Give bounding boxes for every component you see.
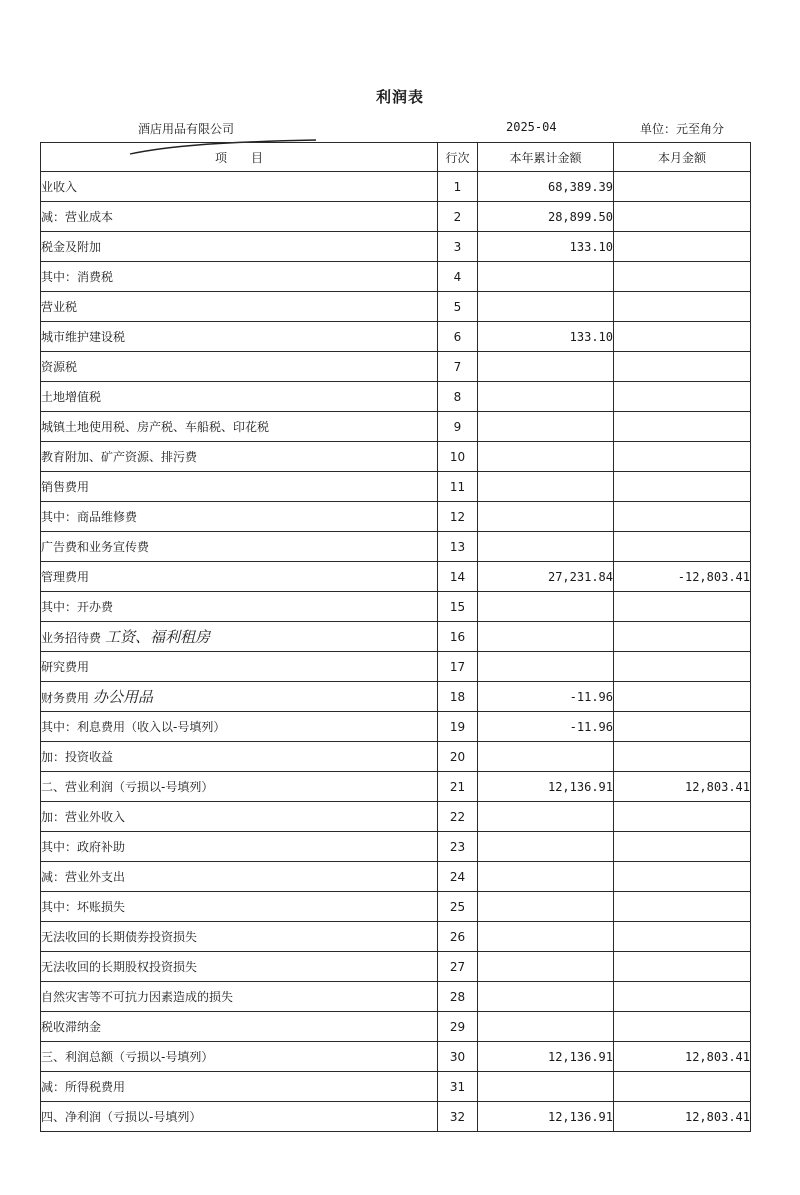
row-month-amount [614, 622, 751, 652]
row-ytd-amount: -11.96 [478, 682, 614, 712]
table-row [41, 1072, 751, 1102]
row-item-cell [41, 682, 438, 712]
handwritten-note: 办公用品 [93, 688, 154, 706]
row-label: 减：营业成本 [41, 210, 114, 224]
row-item-cell [41, 262, 438, 292]
row-ytd-amount [478, 742, 614, 772]
table-row [41, 922, 751, 952]
row-line-number: 22 [438, 802, 478, 832]
row-label: 其中：开办费 [41, 600, 114, 614]
row-line-number: 25 [438, 892, 478, 922]
row-month-amount [614, 502, 751, 532]
row-item-cell [41, 472, 438, 502]
row-line-number: 10 [438, 442, 478, 472]
table-row [41, 682, 751, 712]
row-line-number: 17 [438, 652, 478, 682]
row-label: 业收入 [41, 180, 78, 194]
row-label: 自然灾害等不可抗力因素造成的损失 [41, 990, 234, 1004]
table-row [41, 652, 751, 682]
row-line-number: 27 [438, 952, 478, 982]
row-item-cell [41, 1012, 438, 1042]
row-label: 其中：消费税 [41, 270, 114, 284]
table-row [41, 832, 751, 862]
table-row [41, 592, 751, 622]
row-item-cell [41, 832, 438, 862]
row-item-cell [41, 592, 438, 622]
row-item-cell [41, 622, 438, 652]
row-ytd-amount: 28,899.50 [478, 202, 614, 232]
row-month-amount: 12,803.41 [614, 1042, 751, 1072]
row-label: 其中：商品维修费 [41, 510, 138, 524]
row-month-amount [614, 892, 751, 922]
row-ytd-amount: 133.10 [478, 232, 614, 262]
row-month-amount [614, 802, 751, 832]
row-month-amount [614, 592, 751, 622]
income-statement-table [40, 142, 751, 1132]
row-item-cell [41, 1042, 438, 1072]
row-item-cell [41, 742, 438, 772]
row-ytd-amount [478, 1012, 614, 1042]
row-item-cell [41, 202, 438, 232]
row-label: 广告费和业务宣传费 [41, 540, 150, 554]
row-ytd-amount [478, 352, 614, 382]
report-period: 2025-04 [506, 120, 557, 134]
row-item-cell [41, 532, 438, 562]
table-row [41, 562, 751, 592]
page-title: 利润表 [375, 88, 424, 106]
row-month-amount: -12,803.41 [614, 562, 751, 592]
table-row [41, 352, 751, 382]
row-label: 税收滞纳金 [41, 1020, 102, 1034]
row-item-cell [41, 352, 438, 382]
column-header-month: 本月金额 [614, 143, 751, 172]
row-ytd-amount [478, 262, 614, 292]
row-line-number: 18 [438, 682, 478, 712]
row-month-amount [614, 382, 751, 412]
row-label: 无法收回的长期股权投资损失 [41, 960, 198, 974]
row-month-amount [614, 322, 751, 352]
row-line-number: 8 [438, 382, 478, 412]
table-row [41, 1042, 751, 1072]
table-row [41, 802, 751, 832]
row-item-cell [41, 172, 438, 202]
row-item-cell [41, 922, 438, 952]
row-ytd-amount [478, 622, 614, 652]
row-label: 其中：政府补助 [41, 840, 126, 854]
row-line-number: 20 [438, 742, 478, 772]
row-ytd-amount [478, 502, 614, 532]
row-label: 四、净利润（亏损以-号填列） [41, 1110, 202, 1124]
table-row [41, 952, 751, 982]
row-item-cell [41, 952, 438, 982]
row-line-number: 11 [438, 472, 478, 502]
row-month-amount [614, 682, 751, 712]
row-line-number: 5 [438, 292, 478, 322]
row-ytd-amount [478, 412, 614, 442]
row-line-number: 28 [438, 982, 478, 1012]
row-item-cell [41, 802, 438, 832]
table-row [41, 502, 751, 532]
row-label: 减：所得税费用 [41, 1080, 126, 1094]
row-ytd-amount [478, 1072, 614, 1102]
row-month-amount [614, 202, 751, 232]
column-header-item: 项 目 [41, 143, 438, 172]
row-ytd-amount [478, 802, 614, 832]
row-ytd-amount: -11.96 [478, 712, 614, 742]
row-label: 研究费用 [41, 660, 90, 674]
row-label: 税金及附加 [41, 240, 102, 254]
row-month-amount [614, 352, 751, 382]
row-line-number: 15 [438, 592, 478, 622]
row-item-cell [41, 502, 438, 532]
table-row [41, 262, 751, 292]
table-body [41, 172, 751, 1132]
row-line-number: 26 [438, 922, 478, 952]
row-month-amount [614, 862, 751, 892]
row-item-cell [41, 772, 438, 802]
row-line-number: 6 [438, 322, 478, 352]
row-item-cell [41, 232, 438, 262]
table-row [41, 742, 751, 772]
table-row [41, 862, 751, 892]
row-ytd-amount [478, 832, 614, 862]
row-month-amount [614, 712, 751, 742]
table-header-row [41, 143, 751, 172]
row-line-number: 19 [438, 712, 478, 742]
table-row [41, 772, 751, 802]
row-month-amount [614, 1072, 751, 1102]
row-month-amount: 12,803.41 [614, 1102, 751, 1132]
company-name: 酒店用品有限公司 [138, 122, 235, 136]
row-ytd-amount [478, 922, 614, 952]
row-ytd-amount: 12,136.91 [478, 1102, 614, 1132]
row-label: 销售费用 [41, 480, 90, 494]
row-month-amount [614, 532, 751, 562]
row-month-amount [614, 472, 751, 502]
row-ytd-amount [478, 292, 614, 322]
column-header-line: 行次 [438, 143, 478, 172]
table-row [41, 292, 751, 322]
row-line-number: 14 [438, 562, 478, 592]
row-ytd-amount [478, 982, 614, 1012]
table-row [41, 1012, 751, 1042]
row-item-cell [41, 652, 438, 682]
row-month-amount [614, 922, 751, 952]
row-item-cell [41, 712, 438, 742]
row-label: 财务费用 [41, 691, 90, 705]
row-line-number: 31 [438, 1072, 478, 1102]
row-item-cell [41, 382, 438, 412]
row-label: 土地增值税 [41, 390, 102, 404]
row-label: 加：营业外收入 [41, 810, 126, 824]
row-label: 城市维护建设税 [41, 330, 126, 344]
row-line-number: 32 [438, 1102, 478, 1132]
row-ytd-amount [478, 952, 614, 982]
row-label: 营业税 [41, 300, 78, 314]
table-row [41, 322, 751, 352]
row-ytd-amount: 12,136.91 [478, 1042, 614, 1072]
row-month-amount [614, 952, 751, 982]
row-line-number: 2 [438, 202, 478, 232]
row-line-number: 24 [438, 862, 478, 892]
row-month-amount [614, 232, 751, 262]
row-label: 二、营业利润（亏损以-号填列） [41, 780, 214, 794]
table-row [41, 532, 751, 562]
table-row [41, 1102, 751, 1132]
row-label: 无法收回的长期债券投资损失 [41, 930, 198, 944]
row-month-amount [614, 742, 751, 772]
row-label: 其中：利息费用（收入以-号填列） [41, 720, 226, 734]
table-row [41, 172, 751, 202]
row-item-cell [41, 862, 438, 892]
row-line-number: 3 [438, 232, 478, 262]
row-ytd-amount [478, 472, 614, 502]
row-item-cell [41, 412, 438, 442]
handwritten-note: 工资、福利租房 [105, 628, 211, 646]
row-item-cell [41, 892, 438, 922]
row-line-number: 12 [438, 502, 478, 532]
row-month-amount [614, 292, 751, 322]
row-ytd-amount: 133.10 [478, 322, 614, 352]
row-label: 三、利润总额（亏损以-号填列） [41, 1050, 214, 1064]
row-label: 业务招待费 [41, 631, 102, 645]
row-month-amount [614, 982, 751, 1012]
row-month-amount: 12,803.41 [614, 772, 751, 802]
row-label: 资源税 [41, 360, 78, 374]
table-row [41, 472, 751, 502]
row-month-amount [614, 1012, 751, 1042]
row-line-number: 4 [438, 262, 478, 292]
row-month-amount [614, 172, 751, 202]
row-item-cell [41, 562, 438, 592]
table-row [41, 202, 751, 232]
row-item-cell [41, 1102, 438, 1132]
row-item-cell [41, 1072, 438, 1102]
currency-unit: 单位：元至角分 [640, 122, 725, 136]
table-row [41, 892, 751, 922]
row-label: 教育附加、矿产资源、排污费 [41, 450, 198, 464]
row-item-cell [41, 292, 438, 322]
row-ytd-amount [478, 532, 614, 562]
row-label: 管理费用 [41, 570, 90, 584]
row-month-amount [614, 442, 751, 472]
row-label: 减：营业外支出 [41, 870, 126, 884]
table-row [41, 982, 751, 1012]
table-row [41, 412, 751, 442]
row-ytd-amount [478, 382, 614, 412]
table-row [41, 232, 751, 262]
row-line-number: 7 [438, 352, 478, 382]
row-ytd-amount [478, 652, 614, 682]
row-ytd-amount [478, 892, 614, 922]
column-header-ytd: 本年累计金额 [478, 143, 614, 172]
row-item-cell [41, 982, 438, 1012]
table-row [41, 442, 751, 472]
row-line-number: 9 [438, 412, 478, 442]
row-ytd-amount: 68,389.39 [478, 172, 614, 202]
row-month-amount [614, 262, 751, 292]
row-month-amount [614, 652, 751, 682]
row-ytd-amount: 27,231.84 [478, 562, 614, 592]
row-label: 其中：坏账损失 [41, 900, 126, 914]
table-row [41, 622, 751, 652]
row-ytd-amount [478, 862, 614, 892]
row-line-number: 16 [438, 622, 478, 652]
row-ytd-amount [478, 442, 614, 472]
row-line-number: 13 [438, 532, 478, 562]
row-month-amount [614, 832, 751, 862]
row-month-amount [614, 412, 751, 442]
row-item-cell [41, 322, 438, 352]
row-line-number: 29 [438, 1012, 478, 1042]
row-line-number: 23 [438, 832, 478, 862]
row-ytd-amount: 12,136.91 [478, 772, 614, 802]
row-line-number: 1 [438, 172, 478, 202]
table-row [41, 382, 751, 412]
row-line-number: 30 [438, 1042, 478, 1072]
table-row [41, 712, 751, 742]
row-label: 加：投资收益 [41, 750, 114, 764]
row-ytd-amount [478, 592, 614, 622]
row-item-cell [41, 442, 438, 472]
row-label: 城镇土地使用税、房产税、车船税、印花税 [41, 420, 270, 434]
row-line-number: 21 [438, 772, 478, 802]
